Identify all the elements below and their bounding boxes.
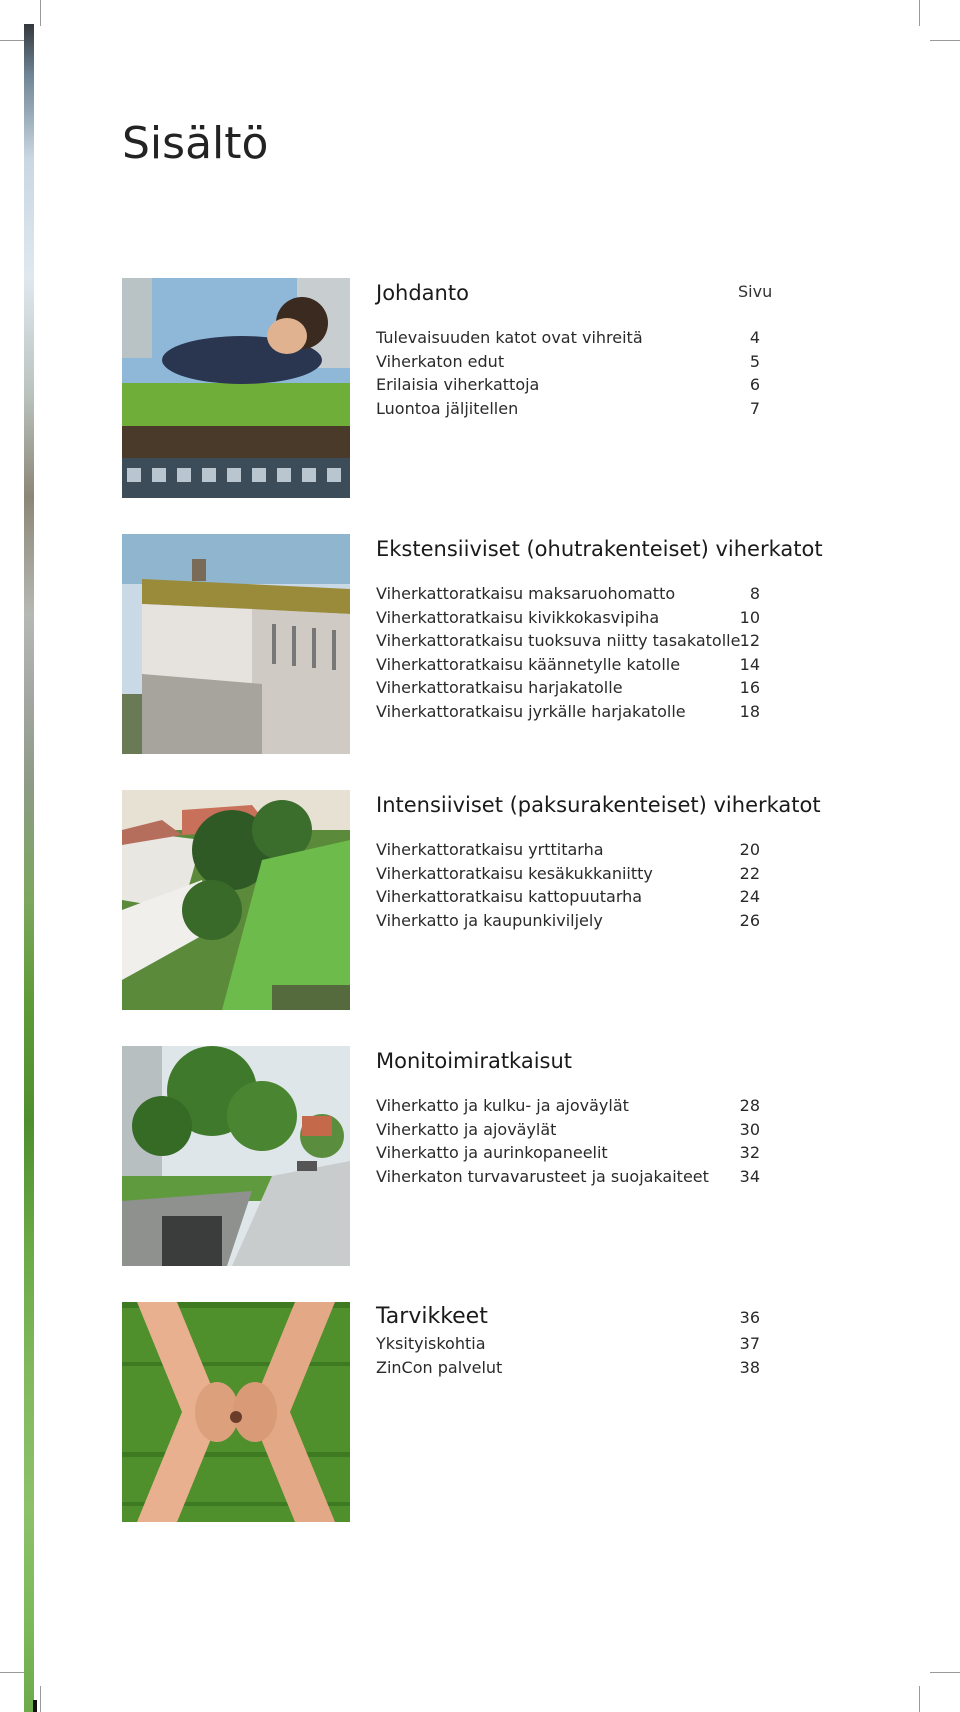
toc-entry-page: 20	[739, 840, 760, 859]
toc-entry[interactable]	[376, 397, 876, 421]
section-heading: Intensiiviset (paksurakenteiset) viherkatot	[376, 793, 821, 817]
toc-heading-page: 36	[739, 1308, 760, 1327]
photo-person-lying-on-green-roof	[122, 278, 350, 498]
toc-entry-label: Viherkattoratkaisu jyrkälle harjakatolle	[376, 701, 686, 721]
toc-entry[interactable]	[376, 1094, 876, 1118]
toc-entry-label: Viherkatto ja aurinkopaneelit	[376, 1143, 608, 1162]
toc-entry-page: 4	[749, 328, 760, 347]
toc-section-content	[376, 534, 876, 723]
toc-entry-page: 10	[739, 607, 760, 627]
toc-entry[interactable]	[376, 629, 876, 653]
toc-entry-label: Viherkattoratkaisu yrttitarha	[376, 840, 604, 859]
toc-entry-page: 16	[739, 678, 760, 697]
toc-entry[interactable]	[376, 1165, 876, 1189]
toc-entry-label: Viherkattoratkaisu käännetylle katolle	[376, 654, 681, 674]
toc-entry-label: Viherkaton edut	[376, 351, 505, 371]
toc-entry-page: 28	[739, 1096, 760, 1115]
page-title: Sisältö	[122, 118, 269, 169]
toc-entry-page: 32	[739, 1143, 760, 1162]
toc-entry-label: Viherkatto ja kaupunkiviljely	[376, 910, 603, 930]
photo-hands-on-grass	[122, 1302, 350, 1522]
crop-mark	[0, 40, 26, 41]
section-heading: Johdanto	[376, 281, 469, 305]
toc-entry[interactable]	[376, 862, 876, 886]
crop-mark	[930, 40, 960, 41]
toc-entry[interactable]	[376, 1141, 876, 1165]
toc-entry[interactable]	[376, 373, 876, 397]
section-heading: Tarvikkeet	[376, 1304, 488, 1329]
toc-entry-label: Luontoa jäljitellen	[376, 398, 519, 418]
crop-mark	[919, 0, 920, 26]
toc-section-ekstensiiviset	[122, 534, 882, 754]
toc-entry[interactable]	[376, 326, 876, 350]
toc-entry[interactable]	[376, 1118, 876, 1142]
toc-entry-page: 24	[739, 887, 760, 906]
toc-entry-label: Viherkaton turvavarusteet ja suojakaiteet	[376, 1166, 709, 1186]
toc-entry-label: ZinCon palvelut	[376, 1357, 503, 1377]
toc-entry[interactable]	[376, 582, 876, 606]
toc-entry[interactable]	[376, 1356, 876, 1380]
page-column-label: Sivu	[738, 282, 773, 301]
toc-section-content	[376, 790, 876, 932]
section-heading: Ekstensiiviset (ohutrakenteiset) viherkatot	[376, 537, 823, 561]
toc-section-content	[376, 278, 876, 420]
photo-street-with-green-roof	[122, 1046, 350, 1266]
toc-section-tarvikkeet	[122, 1302, 882, 1522]
toc-entry-page: 6	[749, 375, 760, 394]
toc-entry-label: Viherkattoratkaisu maksaruohomatto	[376, 584, 676, 603]
photo-garden-roof-with-trees	[122, 790, 350, 1010]
toc-entry[interactable]	[376, 838, 876, 862]
crop-mark	[919, 1686, 920, 1712]
toc-entry-page: 34	[739, 1166, 760, 1186]
toc-entry-page: 37	[739, 1334, 760, 1353]
toc-section-intensiiviset	[122, 790, 882, 1010]
toc-entry-label: Viherkattoratkaisu harjakatolle	[376, 678, 623, 697]
toc-entry-page: 18	[739, 701, 760, 721]
toc-entry[interactable]	[376, 653, 876, 677]
toc-entry-label: Yksityiskohtia	[376, 1334, 486, 1353]
toc-entry-label: Viherkattoratkaisu kivikkokasvipiha	[376, 607, 660, 627]
crop-mark	[0, 1672, 26, 1673]
toc-entry[interactable]	[376, 909, 876, 933]
crop-mark	[930, 1672, 960, 1673]
toc-entry[interactable]	[376, 885, 876, 909]
crop-mark	[40, 1686, 41, 1712]
toc-entry-label: Viherkatto ja ajoväylät	[376, 1119, 557, 1139]
toc-entry-label: Viherkatto ja kulku- ja ajoväylät	[376, 1096, 629, 1115]
toc-entry-page: 22	[739, 863, 760, 883]
toc-entry[interactable]	[376, 1332, 876, 1356]
toc-entry[interactable]	[376, 676, 876, 700]
toc-section-content	[376, 1302, 876, 1379]
toc-entry-page: 38	[739, 1357, 760, 1377]
toc-section-content	[376, 1046, 876, 1188]
toc-entry-label: Tulevaisuuden katot ovat vihreitä	[376, 328, 643, 347]
crop-mark	[40, 0, 41, 26]
toc-entry-page: 8	[749, 584, 760, 603]
toc-entry-label: Viherkattoratkaisu kattopuutarha	[376, 887, 643, 906]
photo-building-with-green-roof	[122, 534, 350, 754]
section-heading: Monitoimiratkaisut	[376, 1049, 573, 1073]
toc-entry-page: 30	[739, 1119, 760, 1139]
toc-entry-label: Erilaisia viherkattoja	[376, 375, 540, 394]
toc-entry-page: 7	[749, 398, 760, 418]
toc-entry[interactable]	[376, 606, 876, 630]
color-stripe	[24, 24, 34, 1712]
toc-section-johdanto	[122, 278, 882, 498]
toc-entry-page: 26	[739, 910, 760, 930]
toc-entry-label: Viherkattoratkaisu kesäkukkaniitty	[376, 863, 653, 883]
toc-section-monitoimiratkaisut	[122, 1046, 882, 1266]
stripe-notch	[33, 1700, 37, 1712]
toc-entry[interactable]	[376, 700, 876, 724]
toc-entry-label: Viherkattoratkaisu tuoksuva niitty tasakatolle	[376, 631, 741, 650]
toc-entry-page: 14	[739, 654, 760, 674]
toc-entry-page: 5	[749, 351, 760, 371]
toc-entry-page: 12	[739, 631, 760, 650]
toc-entry[interactable]	[376, 350, 876, 374]
